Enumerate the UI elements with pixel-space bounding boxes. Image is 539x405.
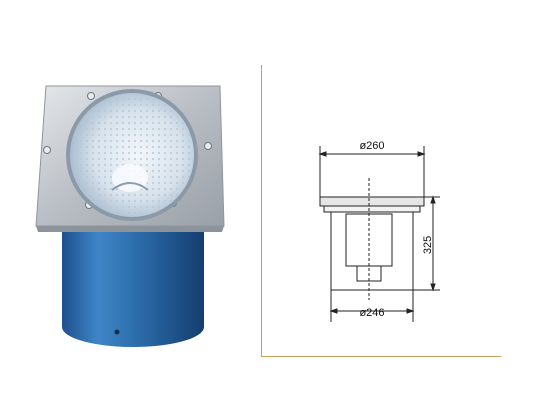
cylinder-housing [62,215,204,347]
product-photo [0,0,260,405]
frame-line-horizontal [261,356,501,357]
bottom-diameter-label: ø246 [359,307,385,319]
top-diameter-label: ø260 [359,140,385,152]
height-label: 325 [422,235,434,255]
technical-drawing [262,60,539,356]
lens [66,89,198,221]
dimension-top [320,146,424,197]
drawing-top-plate [320,197,424,206]
